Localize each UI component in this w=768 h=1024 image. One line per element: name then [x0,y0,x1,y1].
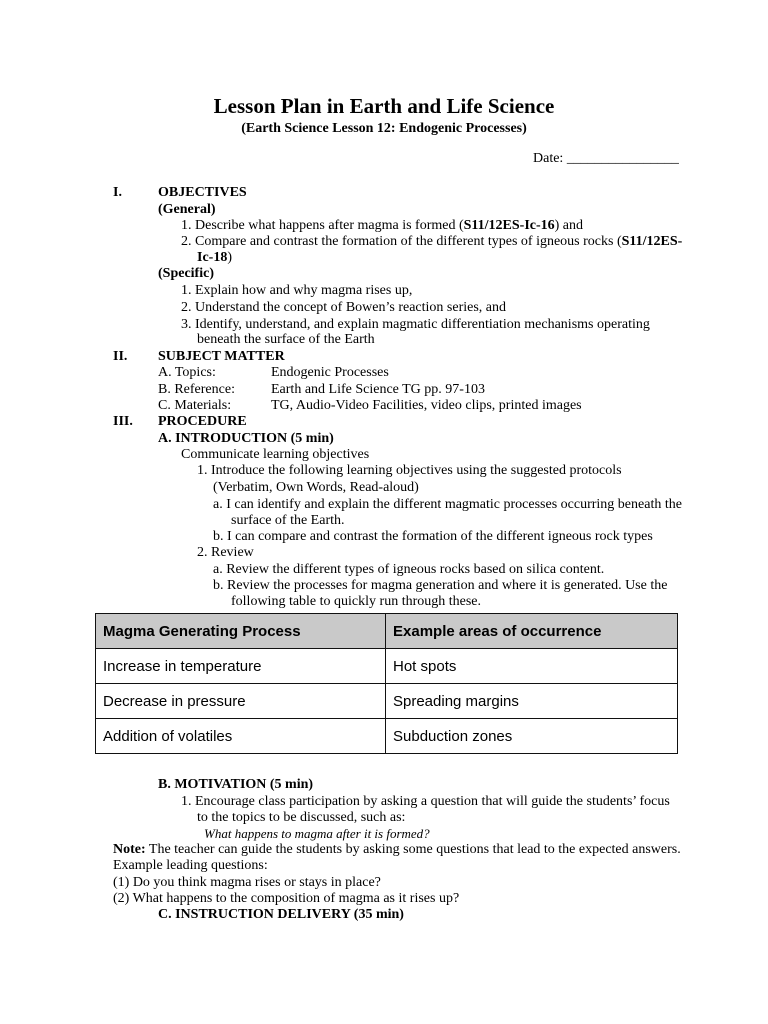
introduction-heading: A. INTRODUCTION (5 min) [158,431,334,446]
intro-objective-a-cont: surface of the Earth. [231,513,345,528]
intro-step-1: 1. Introduce the following learning objectives using the suggested protocols [197,463,622,478]
leading-question-1: (1) Do you think magma rises or stays in place? [113,875,381,890]
table-cell: Subduction zones [386,719,678,754]
table-cell: Decrease in pressure [96,684,386,719]
teacher-note: Note: The teacher can guide the students by asking some questions that lead to the expected answers. [113,842,681,857]
competency-code: S11/12ES-Ic-16 [463,218,555,233]
general-objective-1: 1. Describe what happens after magma is formed (S11/12ES-Ic-16) and [181,218,584,233]
instruction-heading: C. INSTRUCTION DELIVERY (35 min) [158,907,404,922]
competency-code: S11/12ES- [621,234,683,249]
intro-step-1-cont: (Verbatim, Own Words, Read-aloud) [213,480,419,495]
section-heading-objectives: OBJECTIVES [158,185,247,200]
table-header-cell: Example areas of occurrence [386,614,678,649]
specific-objective-3: 3. Identify, understand, and explain magmatic differentiation mechanisms operating [181,317,650,332]
specific-objective-1: 1. Explain how and why magma rises up, [181,283,413,298]
date-field: Date: ________________ [533,151,679,166]
note-label: Note: [113,842,146,857]
competency-code: Ic-18 [197,250,228,265]
section-heading-subject: SUBJECT MATTER [158,349,285,364]
review-b-cont: following table to quickly run through these. [231,594,482,609]
leading-question-2: (2) What happens to the composition of magma as it rises up? [113,891,460,906]
materials-value: TG, Audio-Video Facilities, video clips, printed images [271,398,582,413]
magma-table [95,613,678,754]
materials-label: C. Materials: [158,398,232,413]
table-cell: Hot spots [386,649,678,684]
specific-objective-3-cont: beneath the surface of the Earth [197,332,375,347]
review-a: a. Review the different types of igneous rocks based on silica content. [213,562,605,577]
motivation-question: What happens to magma after it is formed? [204,826,430,841]
review-b: b. Review the processes for magma generation and where it is generated. Use the [213,578,668,593]
table-row [96,649,678,684]
general-objective-2-cont: Ic-18) [197,250,232,265]
general-label: (General) [158,202,216,217]
table-row [96,719,678,754]
introduction-line: Communicate learning objectives [181,447,370,462]
section-heading-procedure: PROCEDURE [158,414,247,429]
page-subtitle: (Earth Science Lesson 12: Endogenic Processes) [241,121,527,136]
motivation-step-1: 1. Encourage class participation by asking a question that will guide the students’ focus [181,794,670,809]
topics-label: A. Topics: [158,365,216,380]
specific-objective-2: 2. Understand the concept of Bowen’s reaction series, and [181,300,507,315]
reference-label: B. Reference: [158,382,235,397]
section-numeral-procedure: III. [113,414,133,429]
example-questions-label: Example leading questions: [113,858,268,873]
table-cell: Addition of volatiles [96,719,386,754]
table-cell: Spreading margins [386,684,678,719]
general-objective-2: 2. Compare and contrast the formation of the different types of igneous rocks (S11/12ES- [181,234,683,249]
table-cell: Increase in temperature [96,649,386,684]
intro-step-2: 2. Review [197,545,254,560]
motivation-heading: B. MOTIVATION (5 min) [158,777,314,792]
reference-value: Earth and Life Science TG pp. 97-103 [271,382,485,397]
page-title: Lesson Plan in Earth and Life Science [213,94,555,118]
motivation-step-1-cont: to the topics to be discussed, such as: [197,810,406,825]
intro-objective-a: a. I can identify and explain the different magmatic processes occurring beneath the [213,497,682,512]
table-header-row [96,614,678,649]
table-row [96,684,678,719]
topics-value: Endogenic Processes [271,365,389,380]
table-header-cell: Magma Generating Process [96,614,386,649]
section-numeral-objectives: I. [113,185,122,200]
section-numeral-subject: II. [113,349,128,364]
specific-label: (Specific) [158,266,214,281]
intro-objective-b: b. I can compare and contrast the formation of the different igneous rock types [213,529,653,544]
